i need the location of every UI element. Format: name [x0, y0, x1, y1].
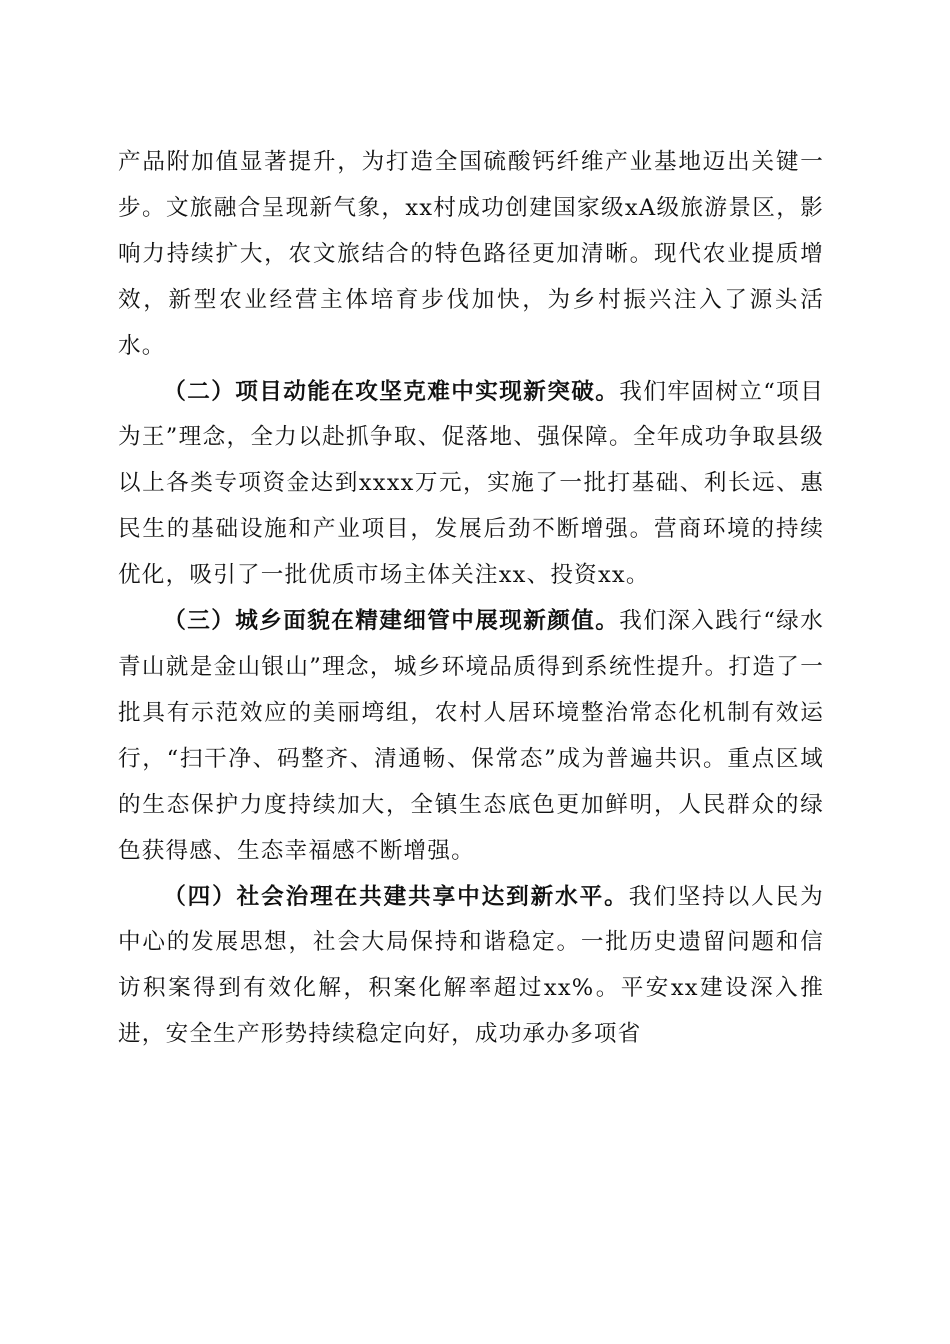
paragraph-2-body: 我们牢固树立“项目为王”理念，全力以赴抓争取、促落地、强保障。全年成功争取县级以上各类专项资金达到xxxx万元，实施了一批打基础、利长远、惠民生的基础设施和产业项目，发展后劲不断增强。营商环境的持续优化，吸引了一批优质市场主体关注xx、投资xx。 [118, 378, 824, 589]
paragraph-urban-rural [118, 599, 824, 874]
paragraph-continuation [118, 140, 824, 370]
paragraph-social-governance [118, 875, 824, 1059]
paragraph-projects [118, 370, 824, 600]
document-body [118, 140, 824, 1058]
paragraph-3-body: 我们深入践行“绿水青山就是金山银山”理念，城乡环境品质得到系统性提升。打造了一批具有示范效应的美丽塆组，农村人居环境整治常态化机制有效运行，“扫干净、码整齐、清通畅、保常态”成为普遍共识。重点区域的生态保护力度持续加大，全镇生态底色更加鲜明，人民群众的绿色获得感、生态幸福感不断增强。 [118, 608, 824, 864]
paragraph-2-heading: （二）项目动能在攻坚克难中实现新突破。 [163, 378, 620, 405]
paragraph-3-heading: （三）城乡面貌在精建细管中展现新颜值。 [163, 608, 620, 635]
paragraph-1-body: 产品附加值显著提升，为打造全国硫酸钙纤维产业基地迈出关键一步。文旅融合呈现新气象，xx村成功创建国家级xA级旅游景区，影响力持续扩大，农文旅结合的特色路径更加清晰。现代农业提质增效，新型农业经营主体培育步伐加快，为乡村振兴注入了源头活水。 [118, 149, 824, 359]
paragraph-4-heading: （四）社会治理在共建共享中达到新水平。 [163, 883, 629, 910]
paragraph-4-body: 我们坚持以人民为中心的发展思想，社会大局保持和谐稳定。一批历史遗留问题和信访积案得到有效化解，积案化解率超过xx%。平安xx建设深入推进，安全生产形势持续稳定向好，成功承办多项省 [118, 883, 824, 1048]
